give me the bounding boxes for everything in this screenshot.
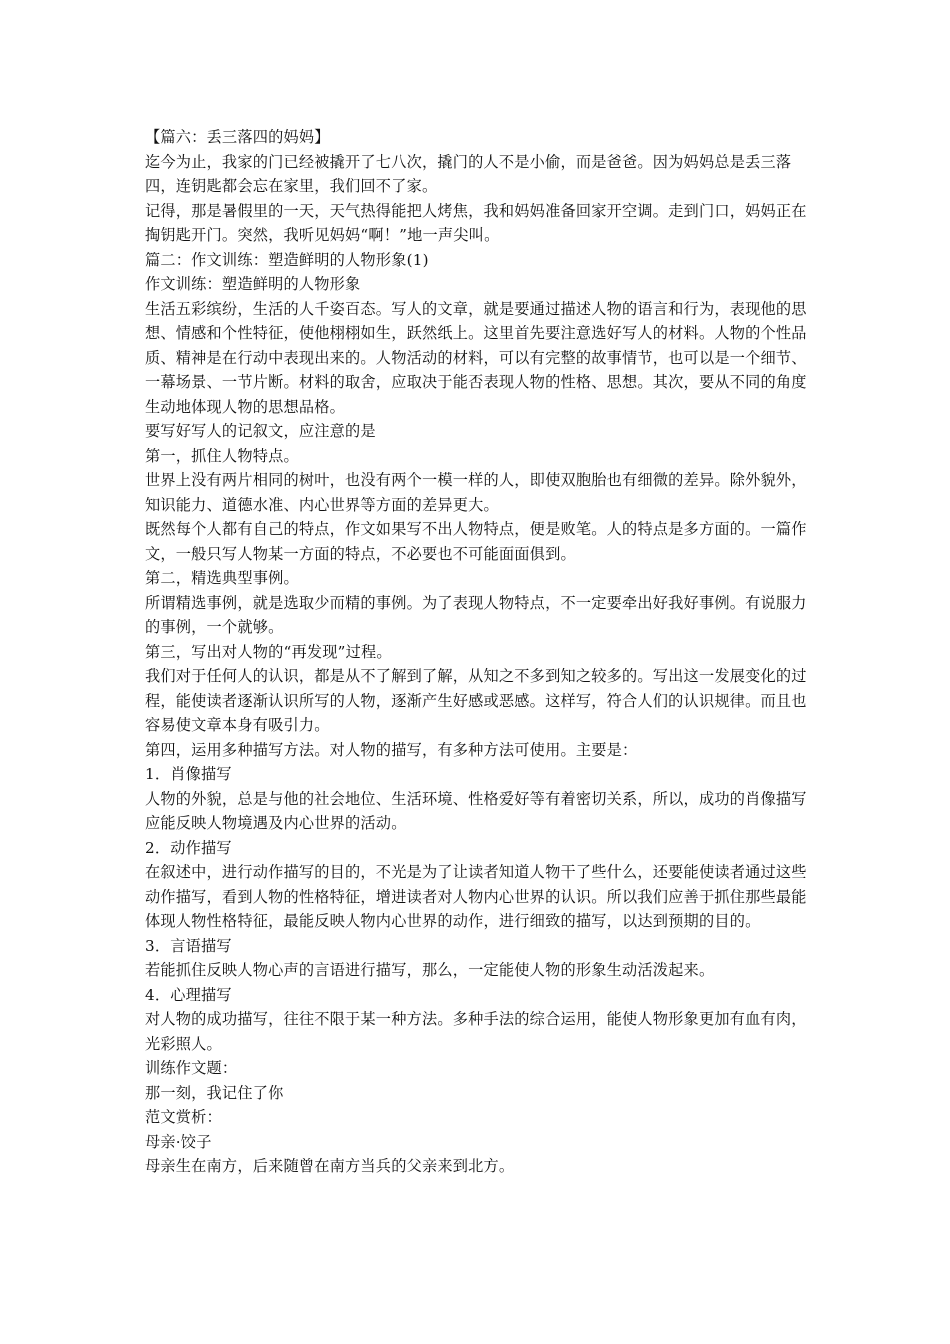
paragraph: 要写好写人的记叙文，应注意的是 bbox=[145, 422, 376, 440]
point-heading: 第二，精选典型事例。 bbox=[145, 569, 299, 587]
paragraph: 人物的外貌，总是与他的社会地位、生活环境、性格爱好等有着密切关系，所以，成功的肖像描写应能反映人物境遇及内心世界的活动。 bbox=[145, 789, 807, 832]
subheading: 范文赏析： bbox=[145, 1108, 222, 1126]
paragraph: 若能抓住反映人物心声的言语进行描写，那么，一定能使人物的形象生动活泼起来。 bbox=[145, 961, 715, 979]
point-heading: 第一，抓住人物特点。 bbox=[145, 446, 299, 465]
paragraph: 生活五彩缤纷，生活的人千姿百态。写人的文章，就是要通过描述人物的语言和行为，表现他的思想、情感和个性特征，使他栩栩如生，跃然纸上。这里首先要注意选好写人的材料。人物的个性品质、精神是在行动中表现出来的。人物活动的材料，可以有完整的故事情节，也可以是一个细节、一幕场景、一节片断。材料的取舍，应取决于能否表现人物的性格、思想。其次，要从不同的角度生动地体现人物的思想品格。 bbox=[145, 299, 807, 416]
document-body bbox=[145, 125, 815, 1179]
list-item-heading: 2．动作描写 bbox=[145, 838, 232, 857]
paragraph: 在叙述中，进行动作描写的目的，不光是为了让读者知道人物干了些什么，还要能使读者通过这些动作描写，看到人物的性格特征，增进读者对人物内心世界的认识。所以我们应善于抓住那些最能体现人物性格特征，最能反映人物内心世界的动作，进行细致的描写，以达到预期的目的。 bbox=[145, 863, 807, 930]
section-heading-2: 篇二：作文训练：塑造鲜明的人物形象(1) bbox=[145, 250, 429, 269]
paragraph: 记得，那是暑假里的一天，天气热得能把人烤焦，我和妈妈准备回家开空调。走到门口，妈妈正在掏钥匙开门。突然，我听见妈妈“啊！”地一声尖叫。 bbox=[145, 201, 807, 244]
point-heading: 第三，写出对人物的“再发现”过程。 bbox=[145, 642, 392, 661]
list-item-heading: 1．肖像描写 bbox=[145, 765, 232, 783]
paragraph: 世界上没有两片相同的树叶，也没有两个一模一样的人，即使双胞胎也有细微的差异。除外貌外，知识能力、道德水准、内心世界等方面的差异更大。 bbox=[145, 471, 807, 514]
paragraph: 母亲生在南方，后来随曾在南方当兵的父亲来到北方。 bbox=[145, 1157, 515, 1175]
subheading: 作文训练：塑造鲜明的人物形象 bbox=[145, 275, 361, 293]
essay-title: 那一刻，我记住了你 bbox=[145, 1083, 284, 1102]
point-heading: 第四，运用多种描写方法。对人物的描写，有多种方法可使用。主要是： bbox=[145, 740, 638, 759]
paragraph: 迄今为止，我家的门已经被撬开了七八次，撬门的人不是小偷，而是爸爸。因为妈妈总是丢三落四，连钥匙都会忘在家里，我们回不了家。 bbox=[145, 152, 792, 195]
list-item-heading: 3．言语描写 bbox=[145, 936, 232, 955]
list-item-heading: 4．心理描写 bbox=[145, 985, 232, 1004]
paragraph: 所谓精选事例，就是选取少而精的事例。为了表现人物特点，不一定要牵出好我好事例。有说服力的事例，一个就够。 bbox=[145, 593, 807, 636]
essay-title: 母亲·饺子 bbox=[145, 1132, 212, 1151]
paragraph: 我们对于任何人的认识，都是从不了解到了解，从知之不多到知之较多的。写出这一发展变化的过程，能使读者逐渐认识所写的人物，逐渐产生好感或恶感。这样写，符合人们的认识规律。而且也容易使文章本身有吸引力。 bbox=[145, 667, 807, 734]
paragraph: 既然每个人都有自己的特点，作文如果写不出人物特点，便是败笔。人的特点是多方面的。一篇作文，一般只写人物某一方面的特点，不必要也不可能面面俱到。 bbox=[145, 520, 807, 563]
subheading: 训练作文题： bbox=[145, 1059, 238, 1077]
paragraph: 对人物的成功描写，往往不限于某一种方法。多种手法的综合运用，能使人物形象更加有血有肉，光彩照人。 bbox=[145, 1010, 807, 1053]
section-heading-6: 【篇六：丢三落四的妈妈】 bbox=[145, 128, 330, 146]
